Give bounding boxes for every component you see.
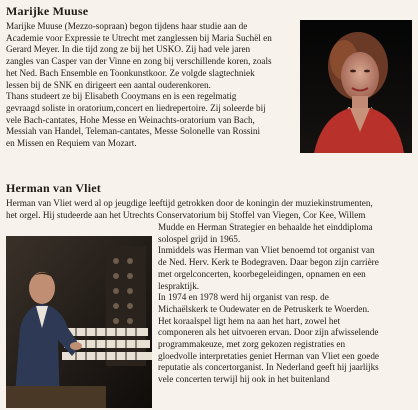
herman-intro-line: het orgel. Hij studeerde aan het Utrechts Conservatorium bij Stoffel van Viegen, Cor Kee, Willem <box>6 209 366 220</box>
herman-bio-line: met orgelconcerten, koorbegeleidingen, opnamen en een <box>158 268 366 279</box>
marijke-bio-line: Messiah van Handel, Teleman-cantates, Messe Solonelle van Rossini <box>6 126 261 137</box>
herman-bio-line: Mudde en Herman Strategier en behaalde het einddiploma <box>158 222 373 232</box>
bio-marijke-text <box>6 21 272 150</box>
marijke-bio-line: vele Bach-cantates, Hohe Messe en Weinachts-oratorium van Bach, <box>6 114 255 125</box>
herman-bio-line: gloedvolle interpretaties geniet Herman van Vliet een goede <box>158 350 380 361</box>
marijke-bio-line: het Ned. Bach Ensemble en Toonkunstkoor. Ze volgde slagtechniek <box>6 67 255 78</box>
marijke-bio-line: lessen bij de SNK en dirigeert een aantal ouderenkoren. <box>6 79 211 90</box>
herman-bio-line: componeren als het uitvoeren ervan. Door zijn afwisselende <box>158 327 379 338</box>
herman-bio-line: vele concerten terwijl hij ook in het buitenland <box>158 374 330 385</box>
portrait-photo-icon <box>300 20 412 153</box>
herman-bio-line: programmakeuze, met zorg gekozen registraties en <box>158 339 346 350</box>
herman-bio-line: de Ned. Herv. Kerk te Bodegraven. Daar begon zijn carrière <box>158 257 379 268</box>
marijke-bio-line: Thans studeert ze bij Elisabeth Cooymans en is een regelmatig <box>6 91 237 102</box>
heading-marijke-muuse: Marijke Muuse <box>6 4 89 18</box>
herman-bio-line: In 1974 en 1978 werd hij organist van resp. de <box>158 292 329 303</box>
marijke-bio-line: gevraagd soliste in oratorium,concert en liedrepertoire. Zij soleerde bij <box>6 102 266 113</box>
marijke-bio-line: en Missen en Requiem van Mozart. <box>6 138 137 149</box>
herman-bio-line: Het koraalspel ligt hem na aan het hart, zowel het <box>158 315 341 326</box>
bio-herman-text <box>158 222 379 386</box>
marijke-bio-line: Gerard Meyer. In die tijd zong ze bij het USKO. Zij had vele jaren <box>6 44 251 55</box>
organist-photo-icon <box>6 236 152 408</box>
herman-bio-line: solospel grijd in 1965. <box>158 233 241 244</box>
herman-intro-line: Herman van Vliet werd al op jeugdige leeftijd getrokken door de koningin der muziekinstrumenten, <box>6 198 373 208</box>
marijke-bio-line: zangles van Casper van der Vinne en zong bij verschillende koren, zoals <box>6 56 272 67</box>
herman-bio-line: Michaëlskerk te Oudewater en de Petruskerk te Woerden. <box>158 303 370 314</box>
marijke-bio-line: Academie voor Expressie te Utrecht met zanglessen bij Maria Suchël en <box>6 32 272 43</box>
bio-herman-intro <box>6 198 373 221</box>
marijke-bio-line: Marijke Muuse (Mezzo-sopraan) begon tijdens haar studie aan de <box>6 21 248 31</box>
herman-bio-line: Inmiddels was Herman van Vliet benoemd tot organist van <box>158 245 375 256</box>
marijke-portrait-photo <box>300 20 412 153</box>
heading-herman-van-vliet: Herman van Vliet <box>6 181 101 195</box>
herman-bio-line: lespraktijk. <box>158 280 200 291</box>
herman-organ-photo <box>6 236 152 408</box>
herman-bio-line: reputatie als concertorganist. In Nederland geeft hij jaarlijks <box>158 362 379 373</box>
